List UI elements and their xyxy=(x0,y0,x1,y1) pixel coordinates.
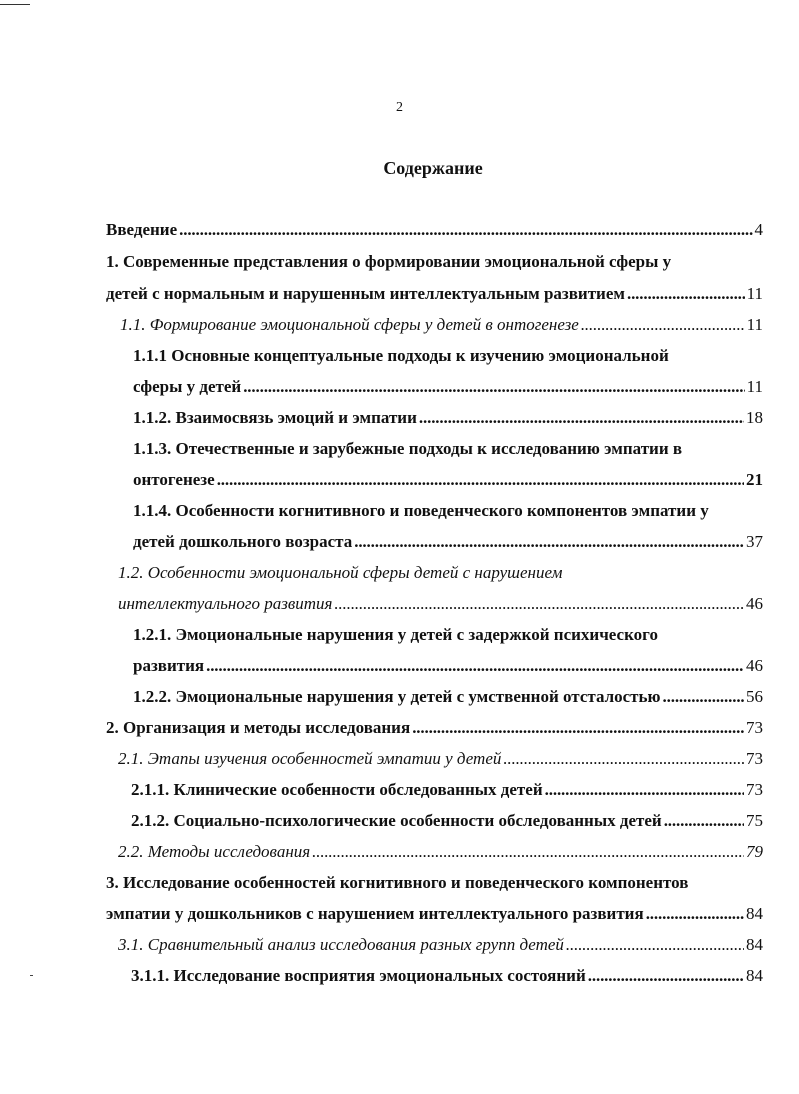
toc-entry-page: 4 xyxy=(754,220,763,239)
toc-entry-page: 73 xyxy=(746,718,763,737)
toc-entry-page: 11 xyxy=(746,377,763,396)
toc-entry-page: 73 xyxy=(746,749,763,768)
dot-leader xyxy=(566,929,744,960)
toc-entry-chapter-3[interactable] xyxy=(106,867,763,898)
scan-side-mark xyxy=(30,975,33,976)
toc-entry-text: сферы у детей xyxy=(133,377,242,396)
toc-entry-page: 73 xyxy=(746,780,763,799)
toc-entry-text: детей дошкольного возраста xyxy=(133,532,353,551)
toc-entry-text: интеллектуального развития xyxy=(118,594,333,613)
toc-entry-text: 2.1. Этапы изучения особенностей эмпатии у детей xyxy=(118,749,502,768)
dot-leader xyxy=(664,805,744,836)
dot-leader xyxy=(663,681,744,712)
scan-corner-mark xyxy=(0,4,30,5)
toc-title: Содержание xyxy=(383,158,483,178)
toc-entry-1-2-cont[interactable] xyxy=(118,588,763,619)
toc-entry-text: развития xyxy=(133,656,205,675)
toc-entry-text: 1.1.4. Особенности когнитивного и поведенческого компонентов эмпатии у xyxy=(133,501,709,520)
toc-entry-1-2-1-cont[interactable] xyxy=(133,650,763,681)
dot-leader xyxy=(206,650,744,681)
toc-entry-page: 56 xyxy=(746,687,763,706)
toc-entry-1-2-1[interactable] xyxy=(133,619,763,650)
toc-entry-page: 21 xyxy=(746,470,763,489)
toc-entry-1-1-1-cont[interactable] xyxy=(133,371,763,402)
toc-entry-page: 84 xyxy=(746,966,763,985)
toc-entry-text: 1.2.2. Эмоциональные нарушения у детей с умственной отсталостью xyxy=(133,687,661,706)
toc-entry-text: онтогенезе xyxy=(133,470,215,489)
toc-entry-text: 2.2. Методы исследования xyxy=(118,842,311,861)
toc-entry-page: 46 xyxy=(746,656,763,675)
toc-entry-text: 1. Современные представления о формировании эмоциональной сферы у xyxy=(106,252,672,271)
dot-leader xyxy=(354,526,744,557)
toc-entry-1-2-2[interactable] xyxy=(133,681,763,712)
dot-leader xyxy=(588,960,744,991)
dot-leader xyxy=(412,712,744,743)
toc-entry-text: 2.1.1. Клинические особенности обследованных детей xyxy=(131,780,543,799)
toc-entry-2-2[interactable] xyxy=(118,836,763,867)
toc-entry-text: Введение xyxy=(106,220,178,239)
toc-entry-3-1[interactable] xyxy=(118,929,763,960)
toc-entry-page: 11 xyxy=(746,284,763,303)
toc-entry-text: 2.1.2. Социально-психологические особенности обследованных детей xyxy=(131,811,662,830)
toc-entry-text: 1.1.2. Взаимосвязь эмоций и эмпатии xyxy=(133,408,417,427)
dot-leader xyxy=(419,402,744,433)
toc-entry-1-1-1[interactable] xyxy=(133,340,763,371)
toc-entry-1-1-4-cont[interactable] xyxy=(133,526,763,557)
dot-leader xyxy=(627,278,745,309)
toc-entry-3-1-1[interactable] xyxy=(131,960,763,991)
toc-entry-2-1-1[interactable] xyxy=(131,774,763,805)
toc-entry-1-2[interactable] xyxy=(118,557,763,588)
dot-leader xyxy=(646,898,744,929)
dot-leader xyxy=(545,774,744,805)
toc-entry-text: 1.2. Особенности эмоциональной сферы детей с нарушением xyxy=(118,563,563,582)
dot-leader xyxy=(243,371,744,402)
toc-entry-1-1-3-cont[interactable] xyxy=(133,464,763,495)
dot-leader xyxy=(179,214,752,245)
toc-entry-2-1-2[interactable] xyxy=(131,805,763,836)
toc-entry-chapter-3-cont[interactable] xyxy=(106,898,763,929)
toc-entry-1-1-2[interactable] xyxy=(133,402,763,433)
dot-leader xyxy=(334,588,744,619)
toc-entry-1-1[interactable] xyxy=(120,309,763,340)
toc-entry-1-1-3[interactable] xyxy=(133,433,763,464)
toc-entry-text: 2. Организация и методы исследования xyxy=(106,718,411,737)
toc-entry-1-1-4[interactable] xyxy=(133,495,763,526)
toc-entry-text: 3.1. Сравнительный анализ исследования разных групп детей xyxy=(118,935,564,954)
page-number: 2 xyxy=(396,100,403,115)
toc-entry-text: 3.1.1. Исследование восприятия эмоциональных состояний xyxy=(131,966,586,985)
toc-entry-chapter-2[interactable] xyxy=(106,712,763,743)
toc-entry-text: 3. Исследование особенностей когнитивного и поведенческого компонентов xyxy=(106,873,689,892)
dot-leader xyxy=(503,743,744,774)
dot-leader xyxy=(312,836,744,867)
toc-entry-page: 84 xyxy=(746,904,763,923)
toc-entry-page: 84 xyxy=(746,935,763,954)
toc-entry-page: 46 xyxy=(746,594,763,613)
toc-entry-chapter-1-cont[interactable] xyxy=(106,278,763,309)
toc-entry-text: детей с нормальным и нарушенным интеллектуальным развитием xyxy=(106,284,625,303)
toc-entry-page: 79 xyxy=(746,842,763,861)
toc-entry-page: 75 xyxy=(746,811,763,830)
toc-entry-page: 11 xyxy=(746,315,763,334)
toc-entry-text: 1.1.1 Основные концептуальные подходы к изучению эмоциональной xyxy=(133,346,669,365)
dot-leader xyxy=(217,464,744,495)
toc-entry-text: 1.2.1. Эмоциональные нарушения у детей с задержкой психического xyxy=(133,625,658,644)
toc-entry-text: 1.1.3. Отечественные и зарубежные подходы к исследованию эмпатии в xyxy=(133,439,683,458)
toc-entry-text: эмпатии у дошкольников с нарушением интеллектуального развития xyxy=(106,904,644,923)
toc-entry-page: 18 xyxy=(746,408,763,427)
dot-leader xyxy=(581,309,745,340)
toc-entry-chapter-1[interactable] xyxy=(106,246,763,277)
toc-entry-page: 37 xyxy=(746,532,763,551)
toc-entry-introduction[interactable] xyxy=(106,214,763,245)
toc-entry-text: 1.1. Формирование эмоциональной сферы у детей в онтогенезе xyxy=(120,315,579,334)
toc-entry-2-1[interactable] xyxy=(118,743,763,774)
